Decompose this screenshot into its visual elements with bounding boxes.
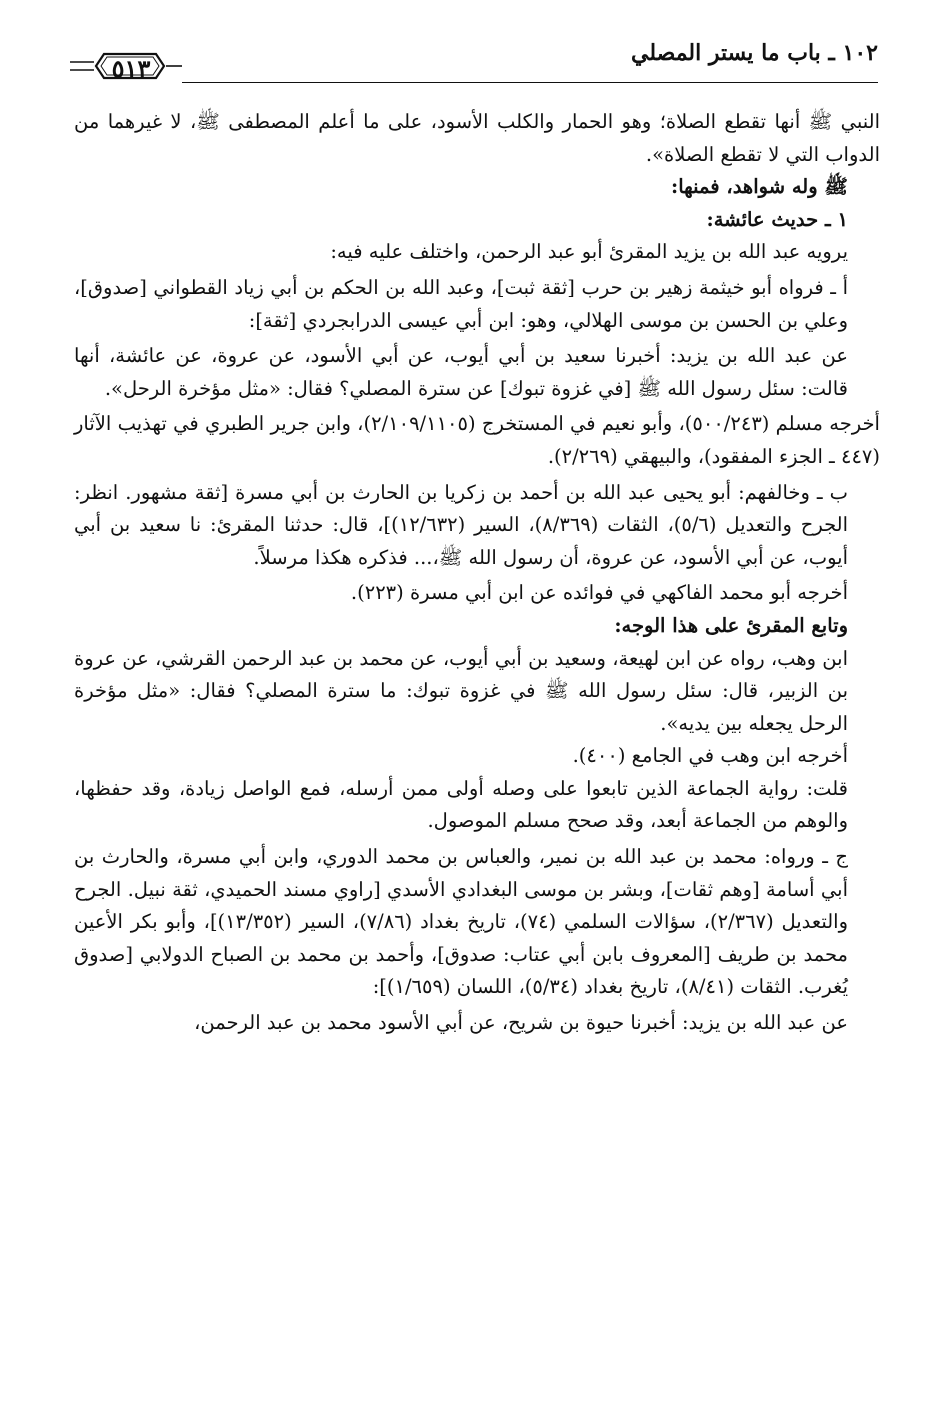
body-text bbox=[74, 106, 880, 1040]
paragraph: أخرجه أبو محمد الفاكهي في فوائده عن ابن أبي مسرة (٢٢٣). bbox=[350, 581, 848, 605]
paragraph: أخرجه مسلم (٥٠٠/٢٤٣)، وأبو نعيم في المستخرج (٢/١٠٩/١١٠٥)، وابن جرير الطبري في تهذيب الآثار (٤٤٧ ـ الجزء المفقود)، والبيهقي (٢/٢٦٩). bbox=[74, 412, 880, 468]
paragraph-heading: وتابع المقرئ على هذا الوجه: bbox=[614, 613, 848, 637]
page-number: ٥١٣ bbox=[111, 54, 151, 83]
paragraph: عن عبد الله بن يزيد: أخبرنا سعيد بن أبي أيوب، عن أبي الأسود، عن عروة، عن عائشة، أنها قالت: سئل رسول الله ﷺ [في غزوة تبوك] عن سترة المصلي؟ فقال: «مثل مؤخرة الرحل». bbox=[74, 344, 848, 400]
page-number-ornament bbox=[70, 46, 182, 90]
paragraph: أ ـ فرواه أبو خيثمة زهير بن حرب [ثقة ثبت]، وعبد الله بن الحكم بن أبي زياد القطواني [صدوق]، وعلي بن الحسن بن موسى الهلالي، وهو: ابن أبي عيسى الدرابجردي [ثقة]: bbox=[74, 275, 848, 332]
paragraph: قلت: رواية الجماعة الذين تابعوا على وصله أولى ممن أرسله، فمع الواصل زيادة، وقد حفظها، والوهم من الجماعة أبعد، وقد صحح مسلم الموصول. bbox=[74, 776, 848, 833]
paragraph: عن عبد الله بن يزيد: أخبرنا حيوة بن شريح، عن أبي الأسود محمد بن عبد الرحمن، bbox=[194, 1011, 848, 1035]
paragraph: ب ـ وخالفهم: أبو يحيى عبد الله بن أحمد بن زكريا بن الحارث بن أبي مسرة [ثقة مشهور. انظر: الجرح والتعديل (٥/٦)، الثقات (٨/٣٦٩)، السير (١٢/٦٣٢)]، قال: حدثنا المقرئ: نا سعيد بن أبي أيوب، عن أبي الأسود، عن عروة، أن رسول الله ﷺ،... فذكره هكذا مرسلاً. bbox=[74, 480, 849, 569]
paragraph: النبي ﷺ أنها تقطع الصلاة؛ وهو الحمار والكلب الأسود، على ما أعلم المصطفى ﷺ، لا غيرهما من الدواب التي لا تقطع الصلاة». bbox=[74, 110, 880, 166]
page-header bbox=[70, 38, 878, 94]
header-rule bbox=[182, 82, 878, 83]
paragraph: يرويه عبد الله بن يزيد المقرئ أبو عبد الرحمن، واختلف عليه فيه: bbox=[330, 240, 848, 264]
paragraph-heading: ١ ـ حديث عائشة: bbox=[706, 207, 848, 231]
paragraph: ج ـ ورواه: محمد بن عبد الله بن نمير، والعباس بن محمد الدوري، وابن أبي مسرة، والحارث بن أبي أسامة [وهم ثقات]، وبشر بن موسى البغدادي الأسدي [راوي مسند الحميدي، ثقة نبيل. الجرح والتعديل (٢/٣٦٧)، سؤالات السلمي (٧٤)، تاريخ بغداد (٧/٨٦)، السير (١٣/٣٥٢)]، وأبو بكر الأعين محمد بن طريف [المعروف بابن أبي عتاب: صدوق]، وأحمد بن محمد بن الصباح الدولابي [صدوق يُغرب. الثقات (٨/٤١)، تاريخ بغداد (٥/٣٤)، اللسان (١/٦٥٩)]: bbox=[74, 845, 848, 999]
paragraph-heading: ﷺ وله شواهد، فمنها: bbox=[671, 175, 848, 199]
chapter-title: ١٠٢ ـ باب ما يستر المصلي bbox=[631, 40, 878, 66]
paragraph: أخرجه ابن وهب في الجامع (٤٠٠). bbox=[572, 744, 848, 768]
paragraph: ابن وهب، رواه عن ابن لهيعة، وسعيد بن أبي أيوب، عن محمد بن عبد الرحمن القرشي، عن عروة بن الزبير، قال: سئل رسول الله ﷺ في غزوة تبوك: ما سترة المصلي؟ فقال: «مثل مؤخرة الرحل يجعله بين يديه». bbox=[74, 646, 848, 735]
